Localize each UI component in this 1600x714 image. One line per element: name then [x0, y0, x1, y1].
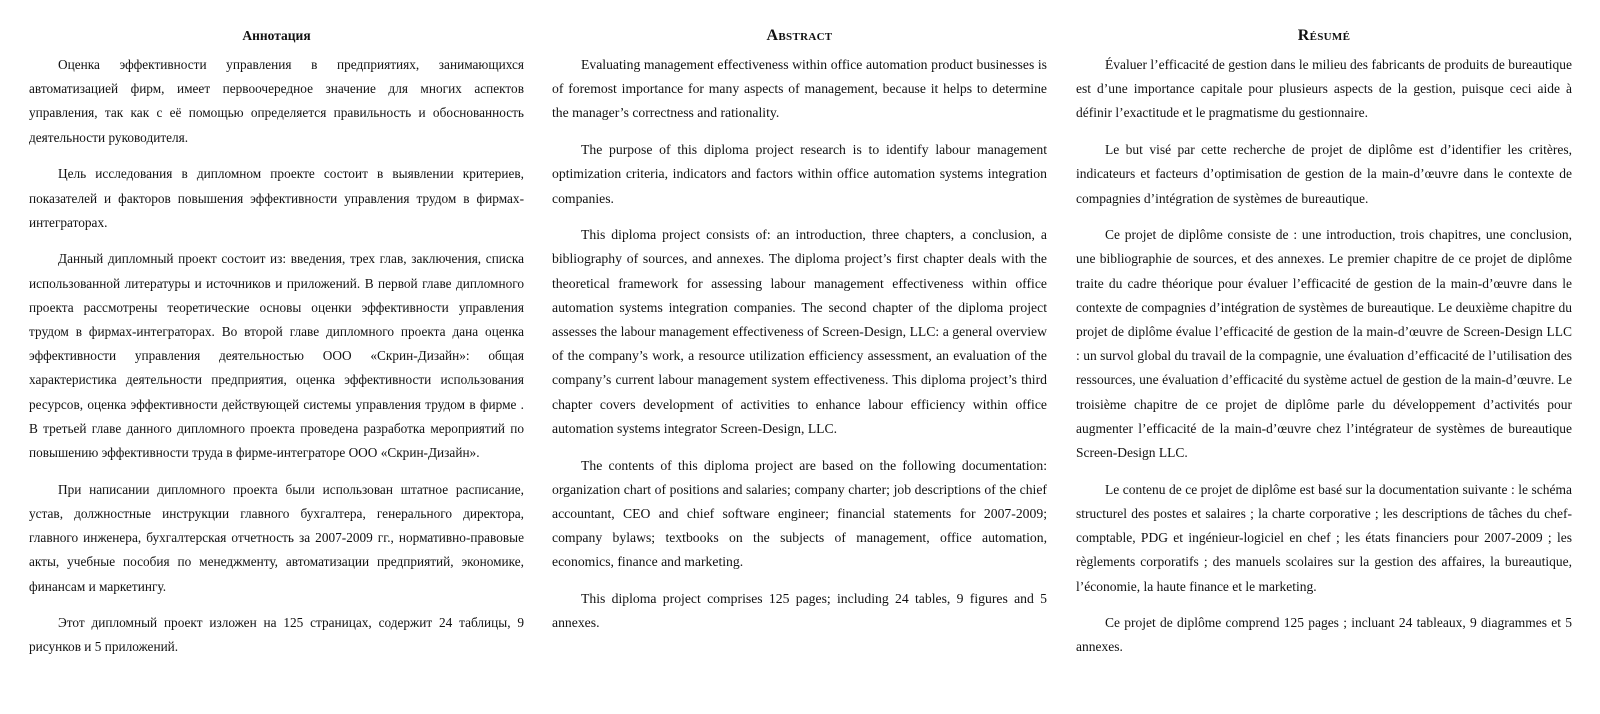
english-abstract-column — [552, 24, 1047, 648]
french-paragraph-structure: Ce projet de diplôme consiste de : une introduction, trois chapitres, une conclusion, une bibliographie de sources, et des annexes. Le premier chapitre de ce projet de diplôme traite du cadre théorique pour évaluer l’efficacité de gestion de la main-d’œuvre dans le contexte de compagnies d’intégration de systèmes de bureautique. Le deuxième chapitre du projet de diplôme évalue l’efficacité de gestion de la main-d’œuvre de Screen-Design LLC : un survol global du travail de la compagnie, une évaluation d’efficacité de l’utilisation des ressources, une évaluation d’efficacité du système actuel de gestion de la main-d’œuvre. Le troisième chapitre de ce projet de diplôme parle du développement d’activités pour augmenter l’efficacité de la main-d’œuvre chez l’intégrateur de systèmes de bureautique Screen-Design LLC. — [1076, 227, 1572, 461]
russian-paragraph-sources: При написании дипломного проекта были использован штатное расписание, устав, должностные инструкции главного бухгалтера, генерального директора, главного инженера, бухгалтерская отчетность за 2007-2009 гг., нормативно-правовые акты, учебные пособия по менеджменту, автоматизации предприятий, экономике, финансам и маркетингу. — [29, 481, 524, 594]
french-paragraph-purpose: Le but visé par cette recherche de projet de diplôme est d’identifier les critères, indicateurs et facteurs d’optimisation de gestion de la main-d’œuvre dans le contexte de compagnies d’intégration de systèmes de bureautique. — [1076, 142, 1572, 206]
french-title: Résumé — [1297, 27, 1351, 44]
russian-paragraph-volume: Этот дипломный проект изложен на 125 страницах, содержит 24 таблицы, 9 рисунков и 5 приложений. — [29, 615, 524, 655]
english-paragraph-structure: This diploma project consists of: an introduction, three chapters, a conclusion, a bibliography of sources, and annexes. The diploma project’s first chapter deals with the theoretical framework for assessing labour management effectiveness within office automation systems integration companies. The second chapter of the diploma project assesses the labour management effectiveness of Screen-Design, LLC: a general overview of the company’s work, a resource utilization efficiency assessment, an evaluation of the company’s current labour management system effectiveness. This diploma project’s third chapter covers development of activities to enhance labour efficiency within office automation systems integrator Screen-Design, LLC. — [552, 227, 1047, 436]
russian-paragraph-purpose: Цель исследования в дипломном проекте состоит в выявлении критериев, показателей и факторов повышения эффективности управления трудом в фирмах-интеграторах. — [29, 166, 524, 230]
english-paragraph-intro: Evaluating management effectiveness within office automation product businesses is of foremost importance for many aspects of management, because it helps to determine the manager’s correctness and rationality. — [552, 57, 1047, 121]
french-paragraph-intro: Évaluer l’efficacité de gestion dans le milieu des fabricants de produits de bureautique est d’une importance capitale pour plusieurs aspects de la gestion, puisque ceci aide à définir l’exactitude et le pragmatisme du gestionnaire. — [1076, 57, 1572, 121]
russian-paragraph-structure: Данный дипломный проект состоит из: введения, трех глав, заключения, списка использованной литературы и источников и приложений. В первой главе дипломного проекта рассмотрены теоретические основы оценки эффективности управления трудом в фирмах-интеграторах. Во второй главе дипломного проекта дана оценка эффективности управления деятельностью ООО «Скрин-Дизайн»: общая характеристика деятельности предприятия, оценка эффективности использования ресурсов, оценка эффективности действующей системы управления трудом в фирме . В третьей главе данного дипломного проекта проведена разработка мероприятий по повышению эффективности труда в фирме-интеграторе ООО «Скрин-Дизайн». — [29, 251, 524, 461]
french-resume-column — [1076, 24, 1572, 672]
english-paragraph-sources: The contents of this diploma project are based on the following documentation: organization chart of positions and salaries; company charter; job descriptions of the chief accountant, CEO and chief software engineer; financial statements for 2007-2009; company bylaws; textbooks on the subjects of management, office automation, economics, finance and marketing. — [552, 457, 1047, 570]
french-paragraph-sources: Le contenu de ce projet de diplôme est basé sur la documentation suivante : le schéma structurel des postes et salaires ; la charte corporative ; les descriptions de tâches du chef-comptable, PDG et ingénieur-logiciel en chef ; les états financiers pour 2007-2009 ; les règlements corporatifs ; des manuels scolaires sur la gestion des affaires, la bureautique, l’économie, la haute finance et le marketing. — [1076, 481, 1572, 594]
russian-annotation-column — [29, 24, 524, 672]
russian-paragraph-intro: Оценка эффективности управления в предприятиях, занимающихся автоматизацией фирм, имеет первоочередное значение для многих аспектов управления, так как с её помощью определяется правильность и обоснованность деятельности руководителя. — [29, 57, 524, 145]
english-title: Abstract — [766, 27, 833, 44]
russian-title: Аннотация — [242, 28, 311, 43]
french-paragraph-volume: Ce projet de diplôme comprend 125 pages ; incluant 24 tableaux, 9 diagrammes et 5 annexes. — [1076, 615, 1572, 655]
english-paragraph-volume: This diploma project comprises 125 pages; including 24 tables, 9 figures and 5 annexes. — [552, 591, 1047, 631]
english-paragraph-purpose: The purpose of this diploma project research is to identify labour management optimization criteria, indicators and factors within office automation systems integration companies. — [552, 142, 1047, 206]
